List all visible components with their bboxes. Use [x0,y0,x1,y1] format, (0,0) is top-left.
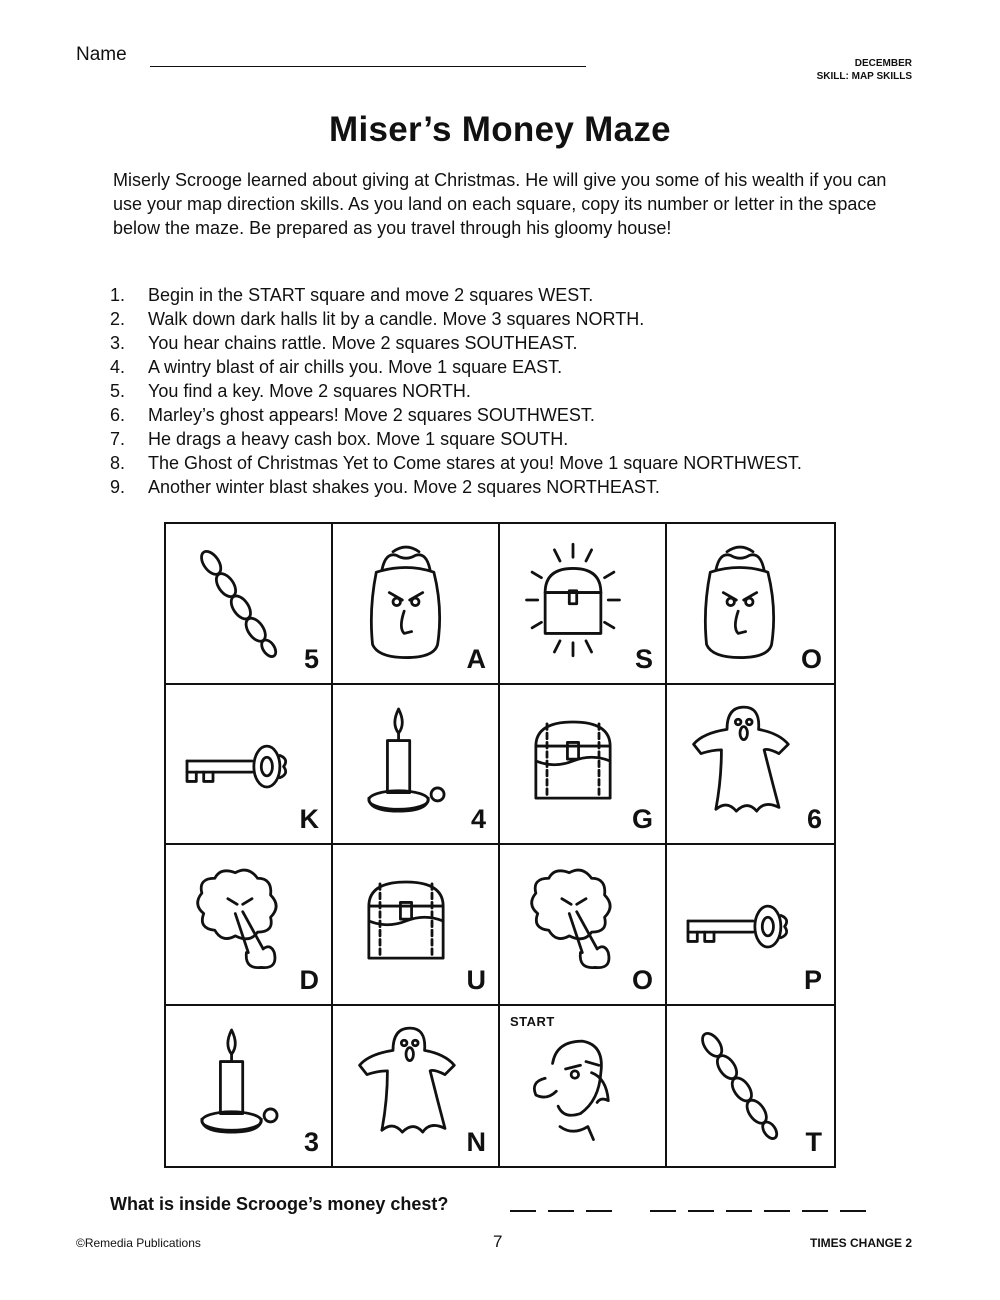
directions-list [110,283,910,499]
square-label: 3 [303,1127,319,1157]
key-icon [174,691,304,831]
maze-square[interactable] [667,524,834,685]
step-number: 5. [110,381,126,401]
square-label: O [800,643,822,674]
ghost-icon [341,1012,471,1152]
direction-step [110,283,910,307]
step-text: Another winter blast shakes you. Move 2 squares NORTHEAST. [148,477,660,497]
direction-step [110,475,910,499]
maze-square[interactable] [667,685,834,846]
square-label: O [631,964,653,995]
maze-square[interactable] [667,1006,834,1167]
square-label: N [466,1127,486,1157]
answer-blank[interactable] [840,1210,866,1212]
square-label: T [805,1127,822,1157]
step-number: 7. [110,429,126,449]
step-text: The Ghost of Christmas Yet to Come stares at you! Move 1 square NORTHWEST. [148,453,802,473]
page-title: Miser’s Money Maze [329,110,671,149]
maze-square[interactable] [333,845,500,1006]
maze-square[interactable] [500,1006,667,1167]
wind-icon [174,851,304,991]
ghost-icon [675,691,805,831]
direction-step [110,451,910,475]
candle-icon [174,1012,304,1152]
step-number: 2. [110,309,126,329]
skill-label: SKILL: MAP SKILLS [816,71,912,82]
square-label: G [631,804,653,834]
square-label: D [299,964,319,995]
step-text: He drags a heavy cash box. Move 1 square SOUTH. [148,429,569,449]
direction-step [110,403,910,427]
step-text: You find a key. Move 2 squares NORTH. [148,381,471,401]
step-number: 3. [110,333,126,353]
answer-question: What is inside Scrooge’s money chest? [110,1194,449,1214]
square-label: U [466,964,486,995]
answer-blank[interactable] [586,1210,612,1212]
name-label: Name [76,44,127,65]
step-text: Marley’s ghost appears! Move 2 squares SOUTHWEST. [148,405,595,425]
maze-square[interactable] [166,685,333,846]
direction-step [110,355,910,379]
direction-step [110,331,910,355]
corner-info [817,57,912,83]
answer-blank[interactable] [726,1210,752,1212]
answer-blank[interactable] [650,1210,676,1212]
chain-icon [675,1012,805,1152]
maze-square[interactable] [667,845,834,1006]
maze-square[interactable] [166,1006,333,1167]
step-text: You hear chains rattle. Move 2 squares SOUTHEAST. [148,333,578,353]
direction-step [110,307,910,331]
step-number: 9. [110,477,126,497]
key-icon [675,851,805,991]
maze-square[interactable] [500,845,667,1006]
series-title: TIMES CHANGE 2 [809,1236,912,1250]
maze-square[interactable] [500,685,667,846]
publisher-credit: ©Remedia Publications [76,1236,201,1250]
direction-step [110,379,910,403]
answer-blank[interactable] [802,1210,828,1212]
maze-grid [164,522,836,1168]
month-label: DECEMBER [854,58,912,69]
maze-square[interactable] [333,685,500,846]
step-number: 1. [110,285,126,305]
step-text: Begin in the START square and move 2 squares WEST. [148,285,594,305]
chained-chest-icon [508,691,638,831]
maze-square[interactable] [166,524,333,685]
scrooge-face-icon [508,1012,638,1152]
page-number: 7 [493,1232,503,1251]
square-label: 6 [806,804,822,834]
chained-chest-icon [341,851,471,991]
square-label: K [299,804,319,834]
square-label: 4 [470,804,486,834]
step-number: 8. [110,453,126,473]
start-label: START [510,1013,555,1029]
money-bag-icon [675,530,805,670]
answer-blank[interactable] [510,1210,536,1212]
answer-blank[interactable] [764,1210,790,1212]
maze-square[interactable] [333,1006,500,1167]
wind-icon [508,851,638,991]
intro-paragraph: Miserly Scrooge learned about giving at Christmas. He will give you some of his wealth if you can use your map direction skills. As you land on each square, copy its number or letter in the space below the maze. Be prepared as you travel through his gloomy house! [113,170,887,238]
glowing-chest-icon [508,530,638,670]
step-number: 4. [110,357,126,377]
step-text: Walk down dark halls lit by a candle. Move 3 squares NORTH. [148,309,645,329]
square-label: A [466,643,486,674]
candle-icon [341,691,471,831]
money-bag-icon [341,530,471,670]
answer-blank[interactable] [688,1210,714,1212]
direction-step [110,427,910,451]
answer-blanks [510,1210,878,1212]
chain-icon [174,530,304,670]
maze-square[interactable] [500,524,667,685]
square-label: P [803,964,822,995]
maze-square[interactable] [166,845,333,1006]
maze-square[interactable] [333,524,500,685]
name-blank-line[interactable] [150,66,586,67]
square-label: 5 [303,643,319,674]
square-label: S [634,643,653,674]
step-number: 6. [110,405,126,425]
answer-blank[interactable] [548,1210,574,1212]
step-text: A wintry blast of air chills you. Move 1 square EAST. [148,357,563,377]
